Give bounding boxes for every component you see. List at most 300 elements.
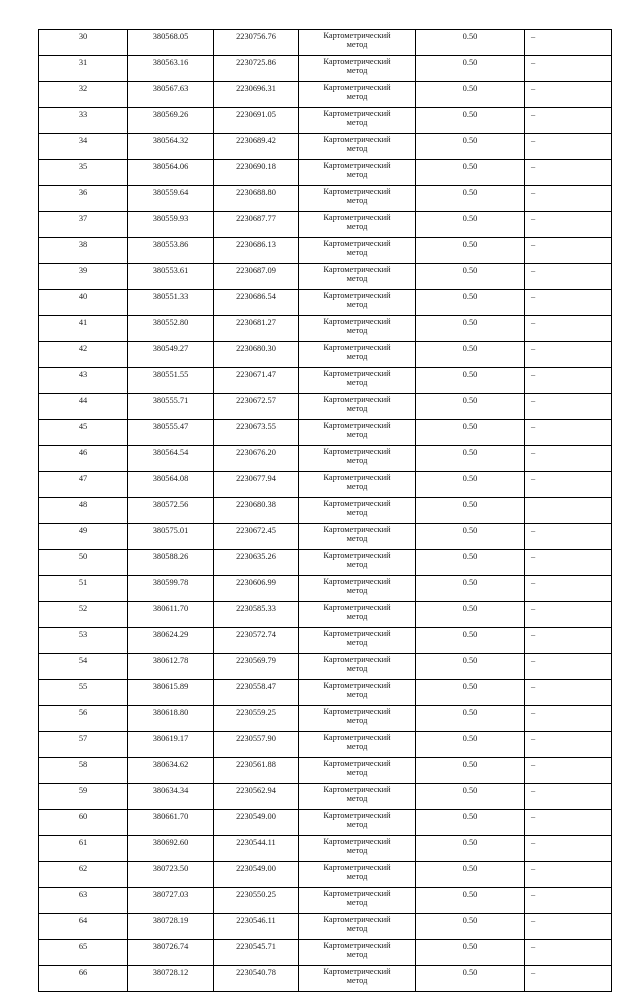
point-number-cell: 61 — [39, 836, 128, 862]
description-cell: – — [525, 394, 612, 420]
description-cell: – — [525, 966, 612, 992]
table-row — [39, 238, 612, 264]
x-coordinate-cell: 380634.62 — [128, 758, 214, 784]
y-coordinate-cell: 2230672.45 — [214, 524, 299, 550]
description-cell: – — [525, 732, 612, 758]
precision-cell: 0.50 — [416, 576, 525, 602]
method-cell — [299, 290, 416, 316]
x-coordinate-cell: 380692.60 — [128, 836, 214, 862]
method-cell — [299, 420, 416, 446]
method-cell — [299, 680, 416, 706]
x-coordinate-cell: 380569.26 — [128, 108, 214, 134]
table-row — [39, 108, 612, 134]
description-cell: – — [525, 706, 612, 732]
method-line-2: метод — [346, 351, 368, 361]
method-cell — [299, 212, 416, 238]
coordinates-table — [38, 29, 612, 992]
method-cell — [299, 576, 416, 602]
table-row — [39, 628, 612, 654]
point-number-cell: 54 — [39, 654, 128, 680]
precision-cell: 0.50 — [416, 472, 525, 498]
description-cell: – — [525, 56, 612, 82]
y-coordinate-cell: 2230559.25 — [214, 706, 299, 732]
x-coordinate-cell: 380572.56 — [128, 498, 214, 524]
table-row — [39, 732, 612, 758]
method-cell — [299, 524, 416, 550]
point-number-cell: 51 — [39, 576, 128, 602]
method-line-1: Картометрический — [323, 759, 391, 768]
method-line-2: метод — [346, 533, 368, 543]
method-cell — [299, 628, 416, 654]
method-line-1: Картометрический — [323, 603, 391, 612]
x-coordinate-cell: 380559.64 — [128, 186, 214, 212]
method-line-1: Картометрический — [323, 343, 391, 352]
point-number-cell: 44 — [39, 394, 128, 420]
x-coordinate-cell: 380568.05 — [128, 30, 214, 56]
y-coordinate-cell: 2230671.47 — [214, 368, 299, 394]
y-coordinate-cell: 2230540.78 — [214, 966, 299, 992]
x-coordinate-cell: 380611.70 — [128, 602, 214, 628]
description-cell: – — [525, 524, 612, 550]
method-cell — [299, 914, 416, 940]
method-line-1: Картометрический — [323, 941, 391, 950]
method-line-1: Картометрический — [323, 525, 391, 534]
method-cell — [299, 238, 416, 264]
method-cell — [299, 368, 416, 394]
point-number-cell: 59 — [39, 784, 128, 810]
table-row — [39, 758, 612, 784]
precision-cell: 0.50 — [416, 108, 525, 134]
x-coordinate-cell: 380549.27 — [128, 342, 214, 368]
x-coordinate-cell: 380551.55 — [128, 368, 214, 394]
description-cell: – — [525, 914, 612, 940]
method-line-2: метод — [346, 507, 368, 517]
method-cell — [299, 394, 416, 420]
description-cell: – — [525, 160, 612, 186]
method-line-2: метод — [346, 819, 368, 829]
method-line-2: метод — [346, 767, 368, 777]
y-coordinate-cell: 2230546.11 — [214, 914, 299, 940]
table-row — [39, 446, 612, 472]
precision-cell: 0.50 — [416, 602, 525, 628]
y-coordinate-cell: 2230689.42 — [214, 134, 299, 160]
precision-cell: 0.50 — [416, 56, 525, 82]
y-coordinate-cell: 2230696.31 — [214, 82, 299, 108]
method-line-2: метод — [346, 247, 368, 257]
method-line-2: метод — [346, 663, 368, 673]
table-row — [39, 680, 612, 706]
method-line-2: метод — [346, 559, 368, 569]
method-cell — [299, 446, 416, 472]
precision-cell: 0.50 — [416, 758, 525, 784]
description-cell: – — [525, 940, 612, 966]
y-coordinate-cell: 2230686.54 — [214, 290, 299, 316]
precision-cell: 0.50 — [416, 940, 525, 966]
point-number-cell: 31 — [39, 56, 128, 82]
point-number-cell: 62 — [39, 862, 128, 888]
point-number-cell: 65 — [39, 940, 128, 966]
precision-cell: 0.50 — [416, 914, 525, 940]
method-cell — [299, 30, 416, 56]
x-coordinate-cell: 380564.32 — [128, 134, 214, 160]
precision-cell: 0.50 — [416, 862, 525, 888]
x-coordinate-cell: 380723.50 — [128, 862, 214, 888]
x-coordinate-cell: 380553.86 — [128, 238, 214, 264]
y-coordinate-cell: 2230561.88 — [214, 758, 299, 784]
method-line-1: Картометрический — [323, 655, 391, 664]
method-line-2: метод — [346, 689, 368, 699]
precision-cell: 0.50 — [416, 82, 525, 108]
method-cell — [299, 342, 416, 368]
method-line-2: метод — [346, 949, 368, 959]
method-cell — [299, 134, 416, 160]
y-coordinate-cell: 2230676.20 — [214, 446, 299, 472]
method-cell — [299, 654, 416, 680]
x-coordinate-cell: 380634.34 — [128, 784, 214, 810]
x-coordinate-cell: 380552.80 — [128, 316, 214, 342]
method-line-1: Картометрический — [323, 135, 391, 144]
y-coordinate-cell: 2230550.25 — [214, 888, 299, 914]
description-cell: – — [525, 420, 612, 446]
description-cell: – — [525, 316, 612, 342]
table-row — [39, 368, 612, 394]
method-line-2: метод — [346, 221, 368, 231]
point-number-cell: 35 — [39, 160, 128, 186]
table-row — [39, 810, 612, 836]
table-row — [39, 914, 612, 940]
method-line-2: метод — [346, 923, 368, 933]
method-line-2: метод — [346, 299, 368, 309]
table-row — [39, 602, 612, 628]
method-cell — [299, 602, 416, 628]
point-number-cell: 57 — [39, 732, 128, 758]
table-row — [39, 550, 612, 576]
method-line-2: метод — [346, 793, 368, 803]
method-line-1: Картометрический — [323, 395, 391, 404]
point-number-cell: 58 — [39, 758, 128, 784]
y-coordinate-cell: 2230635.26 — [214, 550, 299, 576]
description-cell: – — [525, 472, 612, 498]
y-coordinate-cell: 2230680.30 — [214, 342, 299, 368]
x-coordinate-cell: 380624.29 — [128, 628, 214, 654]
y-coordinate-cell: 2230673.55 — [214, 420, 299, 446]
method-line-2: метод — [346, 637, 368, 647]
table-row — [39, 888, 612, 914]
point-number-cell: 56 — [39, 706, 128, 732]
method-line-2: метод — [346, 611, 368, 621]
precision-cell: 0.50 — [416, 888, 525, 914]
method-line-2: метод — [346, 455, 368, 465]
precision-cell: 0.50 — [416, 628, 525, 654]
x-coordinate-cell: 380728.12 — [128, 966, 214, 992]
point-number-cell: 37 — [39, 212, 128, 238]
table-row — [39, 342, 612, 368]
y-coordinate-cell: 2230680.38 — [214, 498, 299, 524]
method-line-2: метод — [346, 39, 368, 49]
method-cell — [299, 186, 416, 212]
point-number-cell: 60 — [39, 810, 128, 836]
x-coordinate-cell: 380728.19 — [128, 914, 214, 940]
coordinates-table-body — [39, 30, 612, 992]
x-coordinate-cell: 380618.80 — [128, 706, 214, 732]
precision-cell: 0.50 — [416, 186, 525, 212]
description-cell: – — [525, 30, 612, 56]
description-cell: – — [525, 134, 612, 160]
y-coordinate-cell: 2230569.79 — [214, 654, 299, 680]
point-number-cell: 42 — [39, 342, 128, 368]
method-line-1: Картометрический — [323, 551, 391, 560]
method-line-1: Картометрический — [323, 863, 391, 872]
table-row — [39, 160, 612, 186]
x-coordinate-cell: 380553.61 — [128, 264, 214, 290]
point-number-cell: 38 — [39, 238, 128, 264]
method-cell — [299, 108, 416, 134]
method-line-1: Картометрический — [323, 31, 391, 40]
table-row — [39, 940, 612, 966]
y-coordinate-cell: 2230672.57 — [214, 394, 299, 420]
point-number-cell: 34 — [39, 134, 128, 160]
precision-cell: 0.50 — [416, 732, 525, 758]
point-number-cell: 52 — [39, 602, 128, 628]
point-number-cell: 41 — [39, 316, 128, 342]
method-line-2: метод — [346, 585, 368, 595]
method-cell — [299, 264, 416, 290]
method-line-2: метод — [346, 429, 368, 439]
y-coordinate-cell: 2230687.77 — [214, 212, 299, 238]
description-cell: – — [525, 680, 612, 706]
x-coordinate-cell: 380564.54 — [128, 446, 214, 472]
y-coordinate-cell: 2230558.47 — [214, 680, 299, 706]
y-coordinate-cell: 2230549.00 — [214, 810, 299, 836]
description-cell: – — [525, 576, 612, 602]
x-coordinate-cell: 380727.03 — [128, 888, 214, 914]
method-line-1: Картометрический — [323, 109, 391, 118]
method-line-1: Картометрический — [323, 629, 391, 638]
method-cell — [299, 732, 416, 758]
method-line-1: Картометрический — [323, 369, 391, 378]
method-cell — [299, 784, 416, 810]
method-line-2: метод — [346, 481, 368, 491]
y-coordinate-cell: 2230690.18 — [214, 160, 299, 186]
x-coordinate-cell: 380551.33 — [128, 290, 214, 316]
description-cell: – — [525, 862, 612, 888]
method-line-1: Картометрический — [323, 915, 391, 924]
precision-cell: 0.50 — [416, 836, 525, 862]
method-line-2: метод — [346, 377, 368, 387]
method-line-2: метод — [346, 65, 368, 75]
table-row — [39, 82, 612, 108]
method-line-1: Картометрический — [323, 57, 391, 66]
point-number-cell: 63 — [39, 888, 128, 914]
y-coordinate-cell: 2230549.00 — [214, 862, 299, 888]
method-cell — [299, 810, 416, 836]
x-coordinate-cell: 380588.26 — [128, 550, 214, 576]
description-cell: – — [525, 888, 612, 914]
method-line-1: Картометрический — [323, 577, 391, 586]
table-row — [39, 264, 612, 290]
method-line-2: метод — [346, 195, 368, 205]
method-line-2: метод — [346, 273, 368, 283]
y-coordinate-cell: 2230687.09 — [214, 264, 299, 290]
method-line-1: Картометрический — [323, 317, 391, 326]
method-line-1: Картометрический — [323, 187, 391, 196]
method-cell — [299, 472, 416, 498]
method-line-1: Картометрический — [323, 161, 391, 170]
point-number-cell: 39 — [39, 264, 128, 290]
description-cell: – — [525, 628, 612, 654]
precision-cell: 0.50 — [416, 654, 525, 680]
x-coordinate-cell: 380599.78 — [128, 576, 214, 602]
description-cell: – — [525, 602, 612, 628]
table-row — [39, 966, 612, 992]
point-number-cell: 36 — [39, 186, 128, 212]
x-coordinate-cell: 380567.63 — [128, 82, 214, 108]
method-line-1: Картометрический — [323, 239, 391, 248]
table-row — [39, 654, 612, 680]
method-cell — [299, 82, 416, 108]
table-row — [39, 394, 612, 420]
method-line-1: Картометрический — [323, 213, 391, 222]
description-cell: – — [525, 836, 612, 862]
y-coordinate-cell: 2230572.74 — [214, 628, 299, 654]
y-coordinate-cell: 2230606.99 — [214, 576, 299, 602]
precision-cell: 0.50 — [416, 160, 525, 186]
point-number-cell: 66 — [39, 966, 128, 992]
method-line-1: Картометрический — [323, 265, 391, 274]
method-line-2: метод — [346, 975, 368, 985]
method-line-1: Картометрический — [323, 785, 391, 794]
precision-cell: 0.50 — [416, 290, 525, 316]
precision-cell: 0.50 — [416, 706, 525, 732]
method-line-2: метод — [346, 91, 368, 101]
point-number-cell: 40 — [39, 290, 128, 316]
table-row — [39, 420, 612, 446]
x-coordinate-cell: 380619.17 — [128, 732, 214, 758]
precision-cell: 0.50 — [416, 680, 525, 706]
table-row — [39, 862, 612, 888]
precision-cell: 0.50 — [416, 810, 525, 836]
table-row — [39, 784, 612, 810]
description-cell: – — [525, 212, 612, 238]
point-number-cell: 64 — [39, 914, 128, 940]
table-row — [39, 186, 612, 212]
method-cell — [299, 706, 416, 732]
method-line-2: метод — [346, 169, 368, 179]
description-cell: – — [525, 342, 612, 368]
precision-cell: 0.50 — [416, 316, 525, 342]
method-line-1: Картометрический — [323, 83, 391, 92]
point-number-cell: 33 — [39, 108, 128, 134]
table-row — [39, 290, 612, 316]
x-coordinate-cell: 380661.70 — [128, 810, 214, 836]
y-coordinate-cell: 2230545.71 — [214, 940, 299, 966]
point-number-cell: 49 — [39, 524, 128, 550]
method-line-1: Картометрический — [323, 837, 391, 846]
x-coordinate-cell: 380564.06 — [128, 160, 214, 186]
point-number-cell: 45 — [39, 420, 128, 446]
y-coordinate-cell: 2230688.80 — [214, 186, 299, 212]
method-line-1: Картометрический — [323, 499, 391, 508]
y-coordinate-cell: 2230686.13 — [214, 238, 299, 264]
point-number-cell: 43 — [39, 368, 128, 394]
y-coordinate-cell: 2230756.76 — [214, 30, 299, 56]
y-coordinate-cell: 2230691.05 — [214, 108, 299, 134]
method-cell — [299, 56, 416, 82]
x-coordinate-cell: 380555.47 — [128, 420, 214, 446]
method-line-2: метод — [346, 871, 368, 881]
method-line-2: метод — [346, 897, 368, 907]
method-cell — [299, 888, 416, 914]
y-coordinate-cell: 2230681.27 — [214, 316, 299, 342]
x-coordinate-cell: 380564.08 — [128, 472, 214, 498]
precision-cell: 0.50 — [416, 238, 525, 264]
y-coordinate-cell: 2230557.90 — [214, 732, 299, 758]
precision-cell: 0.50 — [416, 342, 525, 368]
description-cell: – — [525, 654, 612, 680]
description-cell: – — [525, 368, 612, 394]
precision-cell: 0.50 — [416, 420, 525, 446]
method-cell — [299, 316, 416, 342]
description-cell: – — [525, 290, 612, 316]
precision-cell: 0.50 — [416, 30, 525, 56]
x-coordinate-cell: 380726.74 — [128, 940, 214, 966]
method-line-1: Картометрический — [323, 733, 391, 742]
description-cell: – — [525, 264, 612, 290]
method-line-1: Картометрический — [323, 447, 391, 456]
x-coordinate-cell: 380575.01 — [128, 524, 214, 550]
description-cell: – — [525, 108, 612, 134]
point-number-cell: 32 — [39, 82, 128, 108]
description-cell: – — [525, 238, 612, 264]
y-coordinate-cell: 2230677.94 — [214, 472, 299, 498]
coordinates-sheet — [38, 29, 612, 992]
precision-cell: 0.50 — [416, 966, 525, 992]
description-cell: – — [525, 446, 612, 472]
precision-cell: 0.50 — [416, 550, 525, 576]
description-cell: – — [525, 82, 612, 108]
table-row — [39, 30, 612, 56]
precision-cell: 0.50 — [416, 134, 525, 160]
method-cell — [299, 966, 416, 992]
x-coordinate-cell: 380612.78 — [128, 654, 214, 680]
table-row — [39, 212, 612, 238]
description-cell: – — [525, 758, 612, 784]
precision-cell: 0.50 — [416, 368, 525, 394]
x-coordinate-cell: 380563.16 — [128, 56, 214, 82]
method-cell — [299, 498, 416, 524]
method-line-2: метод — [346, 741, 368, 751]
precision-cell: 0.50 — [416, 446, 525, 472]
table-row — [39, 836, 612, 862]
y-coordinate-cell: 2230544.11 — [214, 836, 299, 862]
x-coordinate-cell: 380615.89 — [128, 680, 214, 706]
x-coordinate-cell: 380559.93 — [128, 212, 214, 238]
table-row — [39, 316, 612, 342]
precision-cell: 0.50 — [416, 264, 525, 290]
description-cell: – — [525, 784, 612, 810]
precision-cell: 0.50 — [416, 394, 525, 420]
precision-cell: 0.50 — [416, 524, 525, 550]
method-line-2: метод — [346, 143, 368, 153]
method-cell — [299, 550, 416, 576]
method-line-2: метод — [346, 325, 368, 335]
point-number-cell: 30 — [39, 30, 128, 56]
method-cell — [299, 758, 416, 784]
method-cell — [299, 862, 416, 888]
precision-cell: 0.50 — [416, 784, 525, 810]
description-cell: – — [525, 186, 612, 212]
table-row — [39, 134, 612, 160]
